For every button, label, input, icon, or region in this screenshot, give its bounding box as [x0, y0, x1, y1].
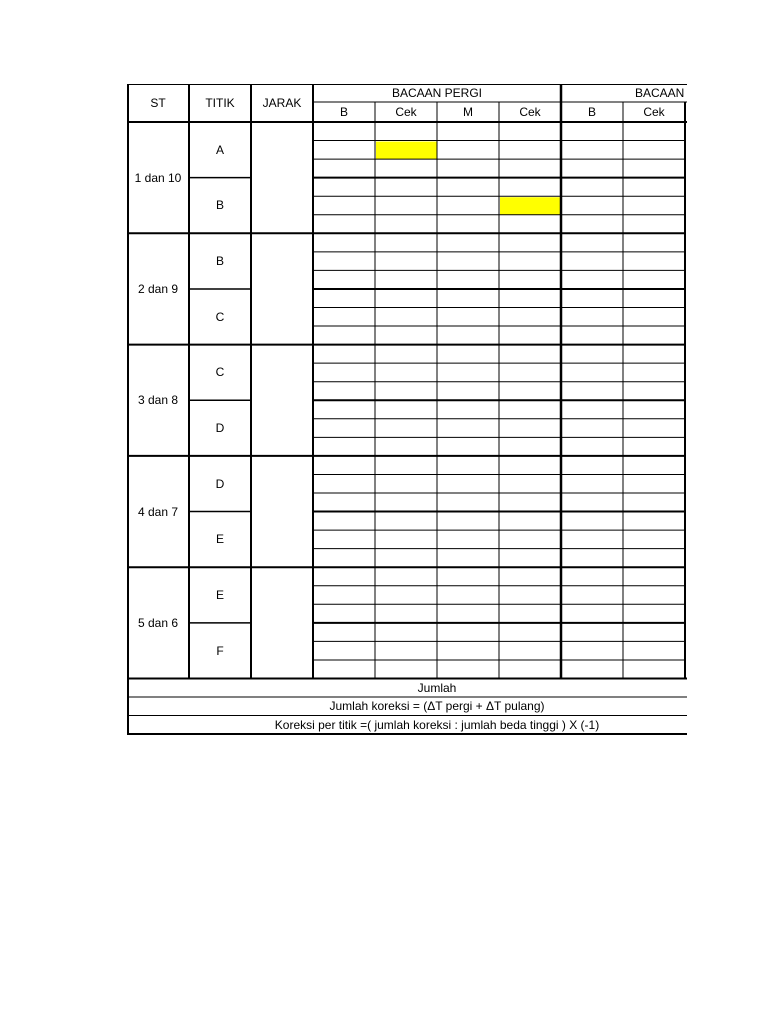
header-jarak: JARAK: [262, 96, 302, 110]
point-label: E: [215, 588, 225, 603]
footer-jumlah-koreksi: Jumlah koreksi = (ΔT pergi + ΔT pulang): [329, 699, 545, 714]
subheader-cek-pergi-2: Cek: [519, 105, 541, 119]
station-label: 1 dan 10: [134, 170, 182, 185]
point-label: D: [215, 476, 225, 491]
station-label: 2 dan 9: [137, 281, 179, 296]
station-label: 5 dan 6: [137, 615, 179, 630]
station-label: 3 dan 8: [137, 393, 179, 408]
point-label: F: [216, 643, 224, 658]
header-st: ST: [150, 96, 166, 110]
footer-koreksi-per-titik: Koreksi per titik =( jumlah koreksi : jumlah beda tinggi ) X (-1): [274, 717, 600, 732]
footer-jumlah: Jumlah: [417, 680, 457, 695]
header-titik: TITIK: [205, 96, 235, 110]
highlighted-cell: [500, 197, 561, 215]
leveling-table: [127, 84, 687, 736]
table-grid: [127, 84, 687, 736]
point-label: C: [215, 309, 225, 324]
point-label: D: [215, 421, 225, 436]
point-label: B: [215, 198, 225, 213]
subheader-m-pergi: M: [463, 105, 473, 119]
subheader-b-pulang: B: [587, 105, 597, 119]
subheader-b-pergi: B: [339, 105, 349, 119]
point-label: A: [215, 142, 225, 157]
header-bacaan-pergi: BACAAN PERGI: [391, 86, 483, 100]
point-label: B: [215, 254, 225, 269]
point-label: C: [215, 365, 225, 380]
point-label: E: [215, 532, 225, 547]
station-label: 4 dan 7: [137, 504, 179, 519]
subheader-cek-pergi-1: Cek: [395, 105, 417, 119]
highlighted-cell: [376, 142, 437, 160]
subheader-cek-pulang: Cek: [643, 105, 665, 119]
header-bacaan-pulang: BACAAN: [635, 86, 685, 100]
